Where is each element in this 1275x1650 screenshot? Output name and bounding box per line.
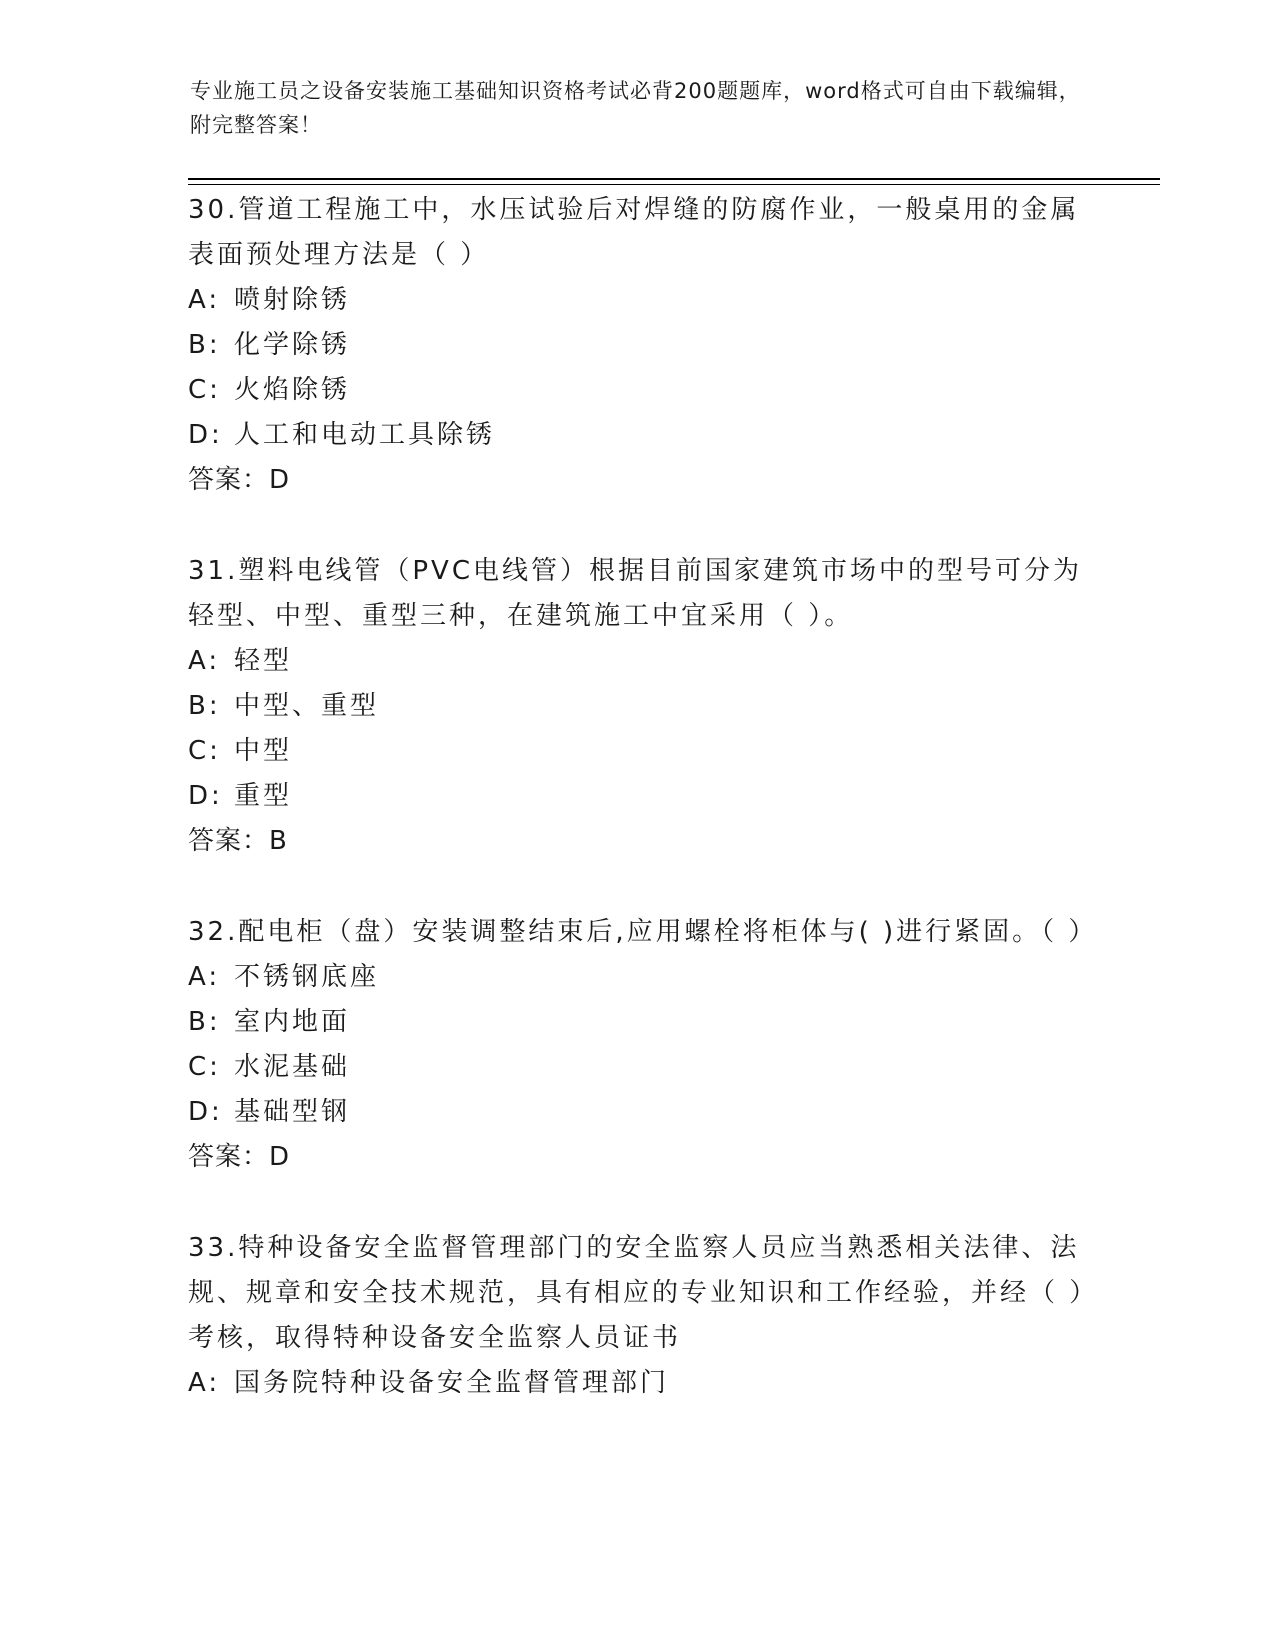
option-key: A: xyxy=(188,285,221,315)
option-key: A: xyxy=(188,646,221,676)
option-c xyxy=(188,729,1088,774)
option-text: 室内地面 xyxy=(234,1007,351,1037)
question-30 xyxy=(188,188,1088,503)
option-key: A: xyxy=(188,962,221,992)
answer-line: 答案：B xyxy=(188,826,288,856)
question-31 xyxy=(188,549,1088,864)
option-a xyxy=(188,278,1088,323)
option-text: 人工和电动工具除锈 xyxy=(234,420,496,450)
option-key: B: xyxy=(188,691,221,721)
option-d xyxy=(188,1090,1088,1135)
option-text: 火焰除锈 xyxy=(234,375,351,405)
header-divider-thin xyxy=(188,184,1160,185)
option-a xyxy=(188,639,1088,684)
option-a xyxy=(188,1361,1088,1406)
header-divider-thick xyxy=(188,178,1160,180)
question-spacer xyxy=(188,1180,1088,1226)
option-d xyxy=(188,413,1088,458)
option-key: D: xyxy=(188,781,223,811)
option-b xyxy=(188,323,1088,368)
option-key: D: xyxy=(188,420,223,450)
option-key: C: xyxy=(188,375,221,405)
question-spacer xyxy=(188,503,1088,549)
option-key: C: xyxy=(188,736,221,766)
option-text: 重型 xyxy=(234,781,293,811)
option-d xyxy=(188,774,1088,819)
option-text: 基础型钢 xyxy=(234,1097,351,1127)
question-list xyxy=(188,188,1098,1406)
question-text: 33.特种设备安全监督管理部门的安全监察人员应当熟悉相关法律、法规、规章和安全技术规范，具有相应的专业知识和工作经验，并经（ ）考核，取得特种设备安全监察人员证书 xyxy=(188,1233,1086,1353)
question-33 xyxy=(188,1226,1088,1406)
option-text: 喷射除锈 xyxy=(234,285,351,315)
option-text: 中型、重型 xyxy=(234,691,380,721)
option-key: A: xyxy=(188,1368,221,1398)
option-c xyxy=(188,1045,1088,1090)
option-text: 轻型 xyxy=(234,646,293,676)
option-text: 国务院特种设备安全监督管理部门 xyxy=(234,1368,670,1398)
option-a xyxy=(188,955,1088,1000)
answer-line: 答案：D xyxy=(188,1142,291,1172)
question-text: 31.塑料电线管（PVC电线管）根据目前国家建筑市场中的型号可分为轻型、中型、重型三种，在建筑施工中宜采用（ ）。 xyxy=(188,556,1082,631)
question-text: 30.管道工程施工中，水压试验后对焊缝的防腐作业，一般桌用的金属表面预处理方法是（ ） xyxy=(188,195,1080,270)
question-text: 32.配电柜（盘）安装调整结束后,应用螺栓将柜体与( )进行紧固。（ ） xyxy=(188,917,1098,947)
question-32 xyxy=(188,910,1098,1180)
question-spacer xyxy=(188,864,1088,910)
option-key: C: xyxy=(188,1052,221,1082)
option-b xyxy=(188,1000,1088,1045)
option-key: B: xyxy=(188,1007,221,1037)
answer-line: 答案：D xyxy=(188,465,291,495)
option-text: 中型 xyxy=(234,736,293,766)
option-text: 水泥基础 xyxy=(234,1052,351,1082)
option-text: 不锈钢底座 xyxy=(234,962,380,992)
option-c xyxy=(188,368,1088,413)
option-b xyxy=(188,684,1088,729)
option-key: D: xyxy=(188,1097,223,1127)
option-key: B: xyxy=(188,330,221,360)
document-header: 专业施工员之设备安装施工基础知识资格考试必背200题题库，word格式可自由下载编辑，附完整答案！ xyxy=(190,79,1081,137)
option-text: 化学除锈 xyxy=(234,330,351,360)
